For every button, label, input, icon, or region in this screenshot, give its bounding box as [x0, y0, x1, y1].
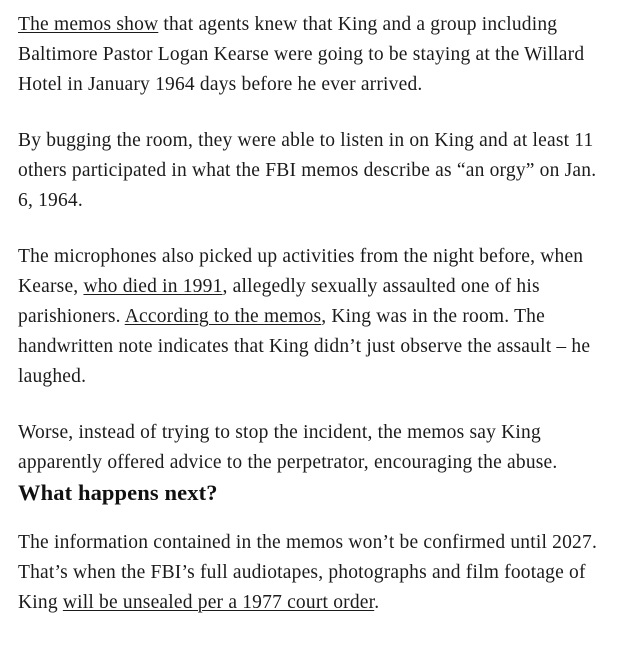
- para-information-contained: [18, 528, 614, 618]
- para-memos-show: [18, 10, 614, 100]
- inline-link[interactable]: who died in 1991: [83, 276, 223, 297]
- paragraph-text: , allegedly sexually assaulted one of his parishioners.: [18, 276, 545, 327]
- inline-link[interactable]: will be unsealed per a 1977 court order: [62, 592, 375, 613]
- para-worse: [18, 418, 614, 478]
- paragraph-text: , King was in the room. The handwritten note indicates that King didn’t just observe the assault – he laughed.: [18, 306, 596, 387]
- paragraph-text: The information contained in the memos won’t be confirmed until 2027. That’s when the FBI’s full audiotapes, photographs and film footage of King: [18, 532, 602, 613]
- paragraph-text: .: [374, 592, 380, 613]
- inline-link[interactable]: According to the memos: [124, 306, 322, 327]
- paragraph-text: The microphones also picked up activities from the night before, when Kearse,: [18, 246, 589, 297]
- para-bugging-room: [18, 126, 614, 216]
- paragraph-group-after-subhead: [18, 528, 614, 618]
- paragraph-text: that agents knew that King and a group including Baltimore Pastor Logan Kearse were going to be staying at the Willard Hotel in January 1964 days before he ever arrived.: [18, 14, 590, 95]
- paragraph-text: By bugging the room, they were able to listen in on King and at least 11 others participated in what the FBI memos describe as “an orgy” on Jan. 6, 1964.: [18, 130, 602, 211]
- section-subheading: What happens next?: [18, 480, 218, 505]
- inline-link[interactable]: The memos show: [18, 14, 159, 35]
- paragraph-text: Worse, instead of trying to stop the incident, the memos say King apparently offered advice to the perpetrator, encouraging the abuse.: [18, 422, 558, 473]
- paragraph-group-before-subhead: [18, 10, 614, 478]
- para-microphones: [18, 242, 614, 392]
